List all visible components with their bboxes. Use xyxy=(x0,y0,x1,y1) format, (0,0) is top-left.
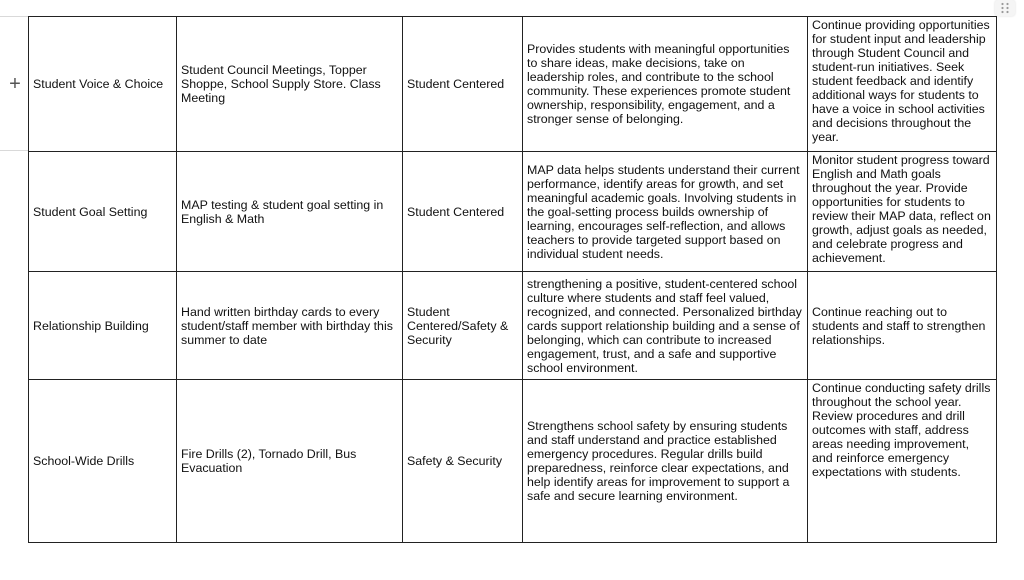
plus-icon: + xyxy=(9,73,21,95)
evidence-cell[interactable]: Hand written birthday cards to every student/staff member with birthday this summer to date xyxy=(177,272,403,380)
next-steps-cell[interactable]: Continue providing opportunities for student input and leadership through Student Council and student-run initiatives. Seek student feedback and identify additional ways for students to have a voice in school activities and decisions throughout the year. xyxy=(808,17,997,152)
table-row xyxy=(29,272,997,380)
evidence-cell[interactable]: Fire Drills (2), Tornado Drill, Bus Evacuation xyxy=(177,380,403,543)
drag-handle-icon xyxy=(1000,2,1010,14)
impact-cell[interactable]: Strengthens school safety by ensuring students and staff understand and practice established emergency procedures. Regular drills build preparedness, reinforce clear expectations, and help identify areas for improvement to support a safe and secure learning environment. xyxy=(523,380,808,543)
focus-cell[interactable]: Student Centered xyxy=(403,152,523,272)
impact-cell[interactable]: strengthening a positive, student-centered school culture where students and staff feel valued, recognized, and connected. Personalized birthday cards support relationship building and a sense of belonging, which can contribute to increased engagement, trust, and a safe and supportive school environment. xyxy=(523,272,808,380)
table-row xyxy=(29,17,997,152)
row-hover-guide-top xyxy=(0,16,28,17)
table-row xyxy=(29,380,997,543)
practice-cell[interactable]: Student Goal Setting xyxy=(29,152,177,272)
practice-cell[interactable]: Relationship Building xyxy=(29,272,177,380)
next-steps-cell[interactable]: Monitor student progress toward English and Math goals throughout the year. Provide opportunities for students to review their MAP data, reflect on growth, adjust goals as needed, and celebrate progress and achievement. xyxy=(808,152,997,272)
focus-cell[interactable]: Safety & Security xyxy=(403,380,523,543)
evidence-cell[interactable]: Student Council Meetings, Topper Shoppe, School Supply Store. Class Meeting xyxy=(177,17,403,152)
impact-cell[interactable]: MAP data helps students understand their current performance, identify areas for growth, and set meaningful academic goals. Involving students in the goal-setting process builds ownership of learning, encourages self-reflection, and allows teachers to provide targeted support based on individual student needs. xyxy=(523,152,808,272)
evidence-cell[interactable]: MAP testing & student goal setting in English & Math xyxy=(177,152,403,272)
table-row xyxy=(29,152,997,272)
focus-cell[interactable]: Student Centered xyxy=(403,17,523,152)
add-row-button[interactable] xyxy=(4,71,26,97)
practices-table xyxy=(28,16,997,543)
impact-cell[interactable]: Provides students with meaningful opportunities to share ideas, make decisions, take on leadership roles, and contribute to the school community. These experiences promote student ownership, responsibility, engagement, and a stronger sense of belonging. xyxy=(523,17,808,152)
table-drag-handle[interactable] xyxy=(995,0,1015,16)
focus-cell[interactable]: Student Centered/Safety & Security xyxy=(403,272,523,380)
practice-cell[interactable]: School-Wide Drills xyxy=(29,380,177,543)
practice-cell[interactable]: Student Voice & Choice xyxy=(29,17,177,152)
next-steps-cell[interactable]: Continue conducting safety drills throughout the school year. Review procedures and drill outcomes with staff, address areas needing improvement, and reinforce emergency expectations with students. xyxy=(808,380,997,543)
row-hover-guide-bottom xyxy=(0,150,28,151)
next-steps-cell[interactable]: Continue reaching out to students and staff to strengthen relationships. xyxy=(808,272,997,380)
